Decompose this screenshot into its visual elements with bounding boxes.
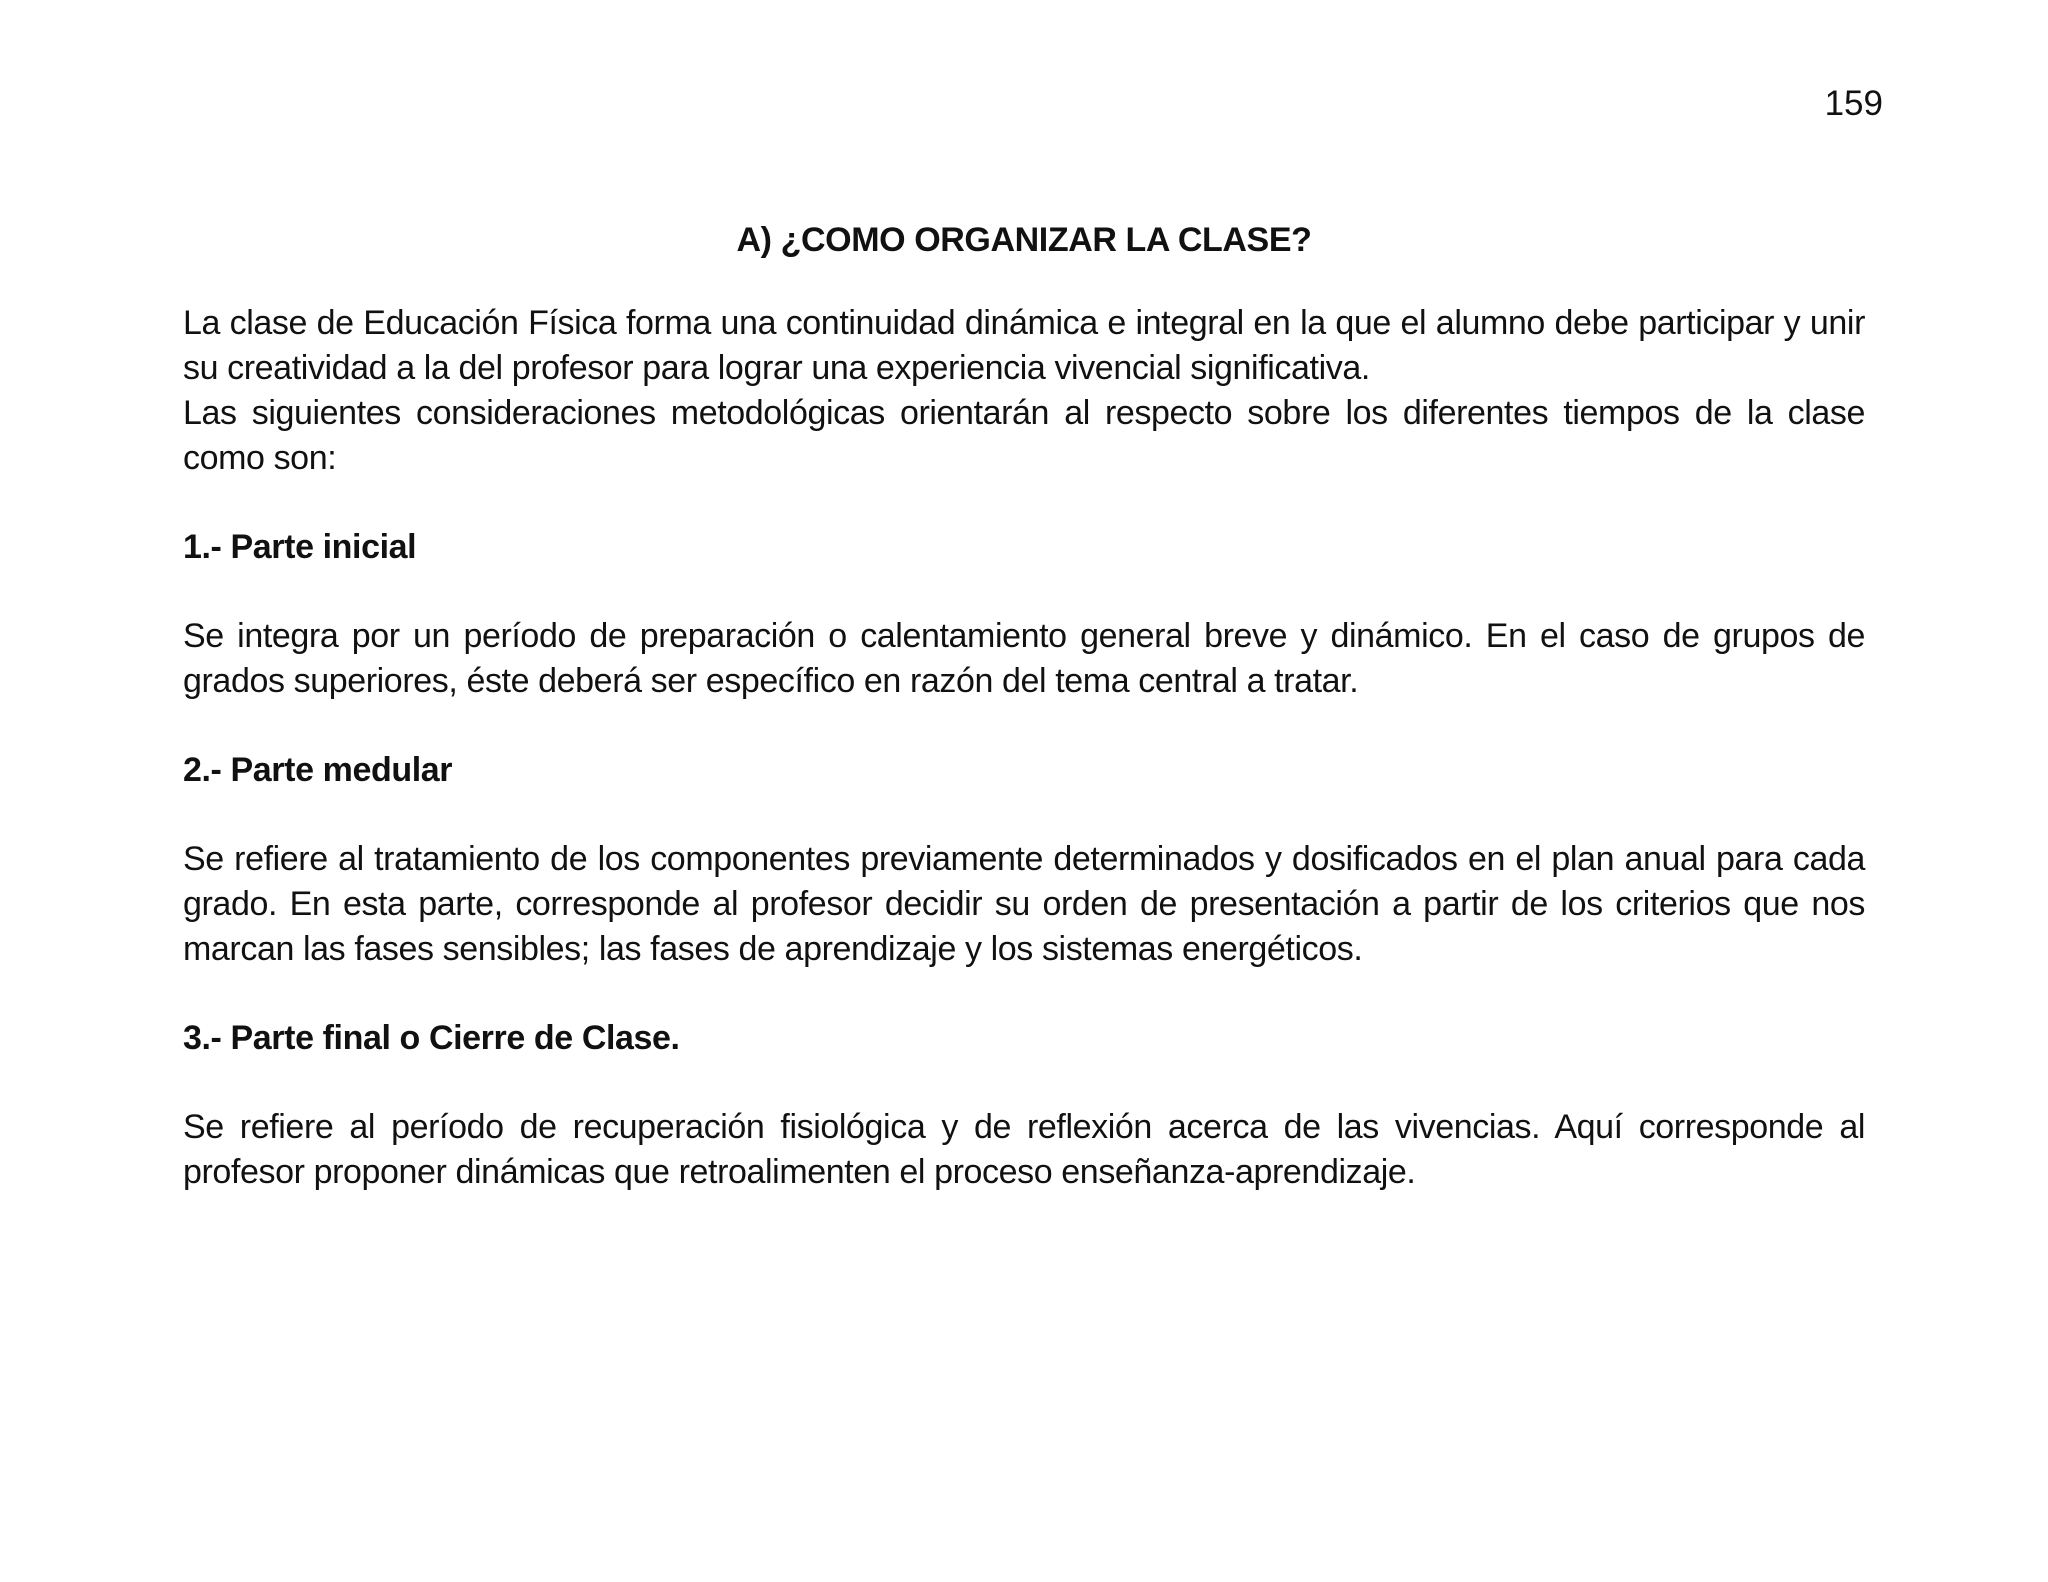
section-heading-parte-final: 3.- Parte final o Cierre de Clase.	[183, 1019, 680, 1057]
intro-paragraph-2: Las siguientes consideraciones metodológicas orientarán al respecto sobre los diferentes tiempos de la clase como son:	[183, 394, 1865, 477]
section-heading-parte-medular: 2.- Parte medular	[183, 751, 453, 789]
section-text-parte-medular: Se refiere al tratamiento de los componentes previamente determinados y dosificados en el plan anual para cada grado. En esta parte, corresponde al profesor decidir su orden de presentación a partir de los criterios que nos marcan las fases sensibles; las fases de aprendizaje y los sistemas energéticos.	[183, 840, 1865, 968]
section-text-parte-final: Se refiere al período de recuperación fisiológica y de reflexión acerca de las vivencias. Aquí corresponde al profesor proponer dinámicas que retroalimenten el proceso enseñanza-aprendizaje.	[183, 1108, 1865, 1191]
page-number: 159	[1824, 84, 1883, 123]
page-title: A) ¿COMO ORGANIZAR LA CLASE?	[736, 221, 1312, 259]
page-content	[183, 218, 1865, 1195]
section-text-parte-inicial: Se integra por un período de preparación o calentamiento general breve y dinámico. En el caso de grupos de grados superiores, éste deberá ser específico en razón del tema central a tratar.	[183, 617, 1865, 700]
section-heading-parte-inicial: 1.- Parte inicial	[183, 528, 417, 566]
intro-paragraph-1: La clase de Educación Física forma una continuidad dinámica e integral en la que el alumno debe participar y unir su creatividad a la del profesor para lograr una experiencia vivencial significativa.	[183, 304, 1865, 387]
